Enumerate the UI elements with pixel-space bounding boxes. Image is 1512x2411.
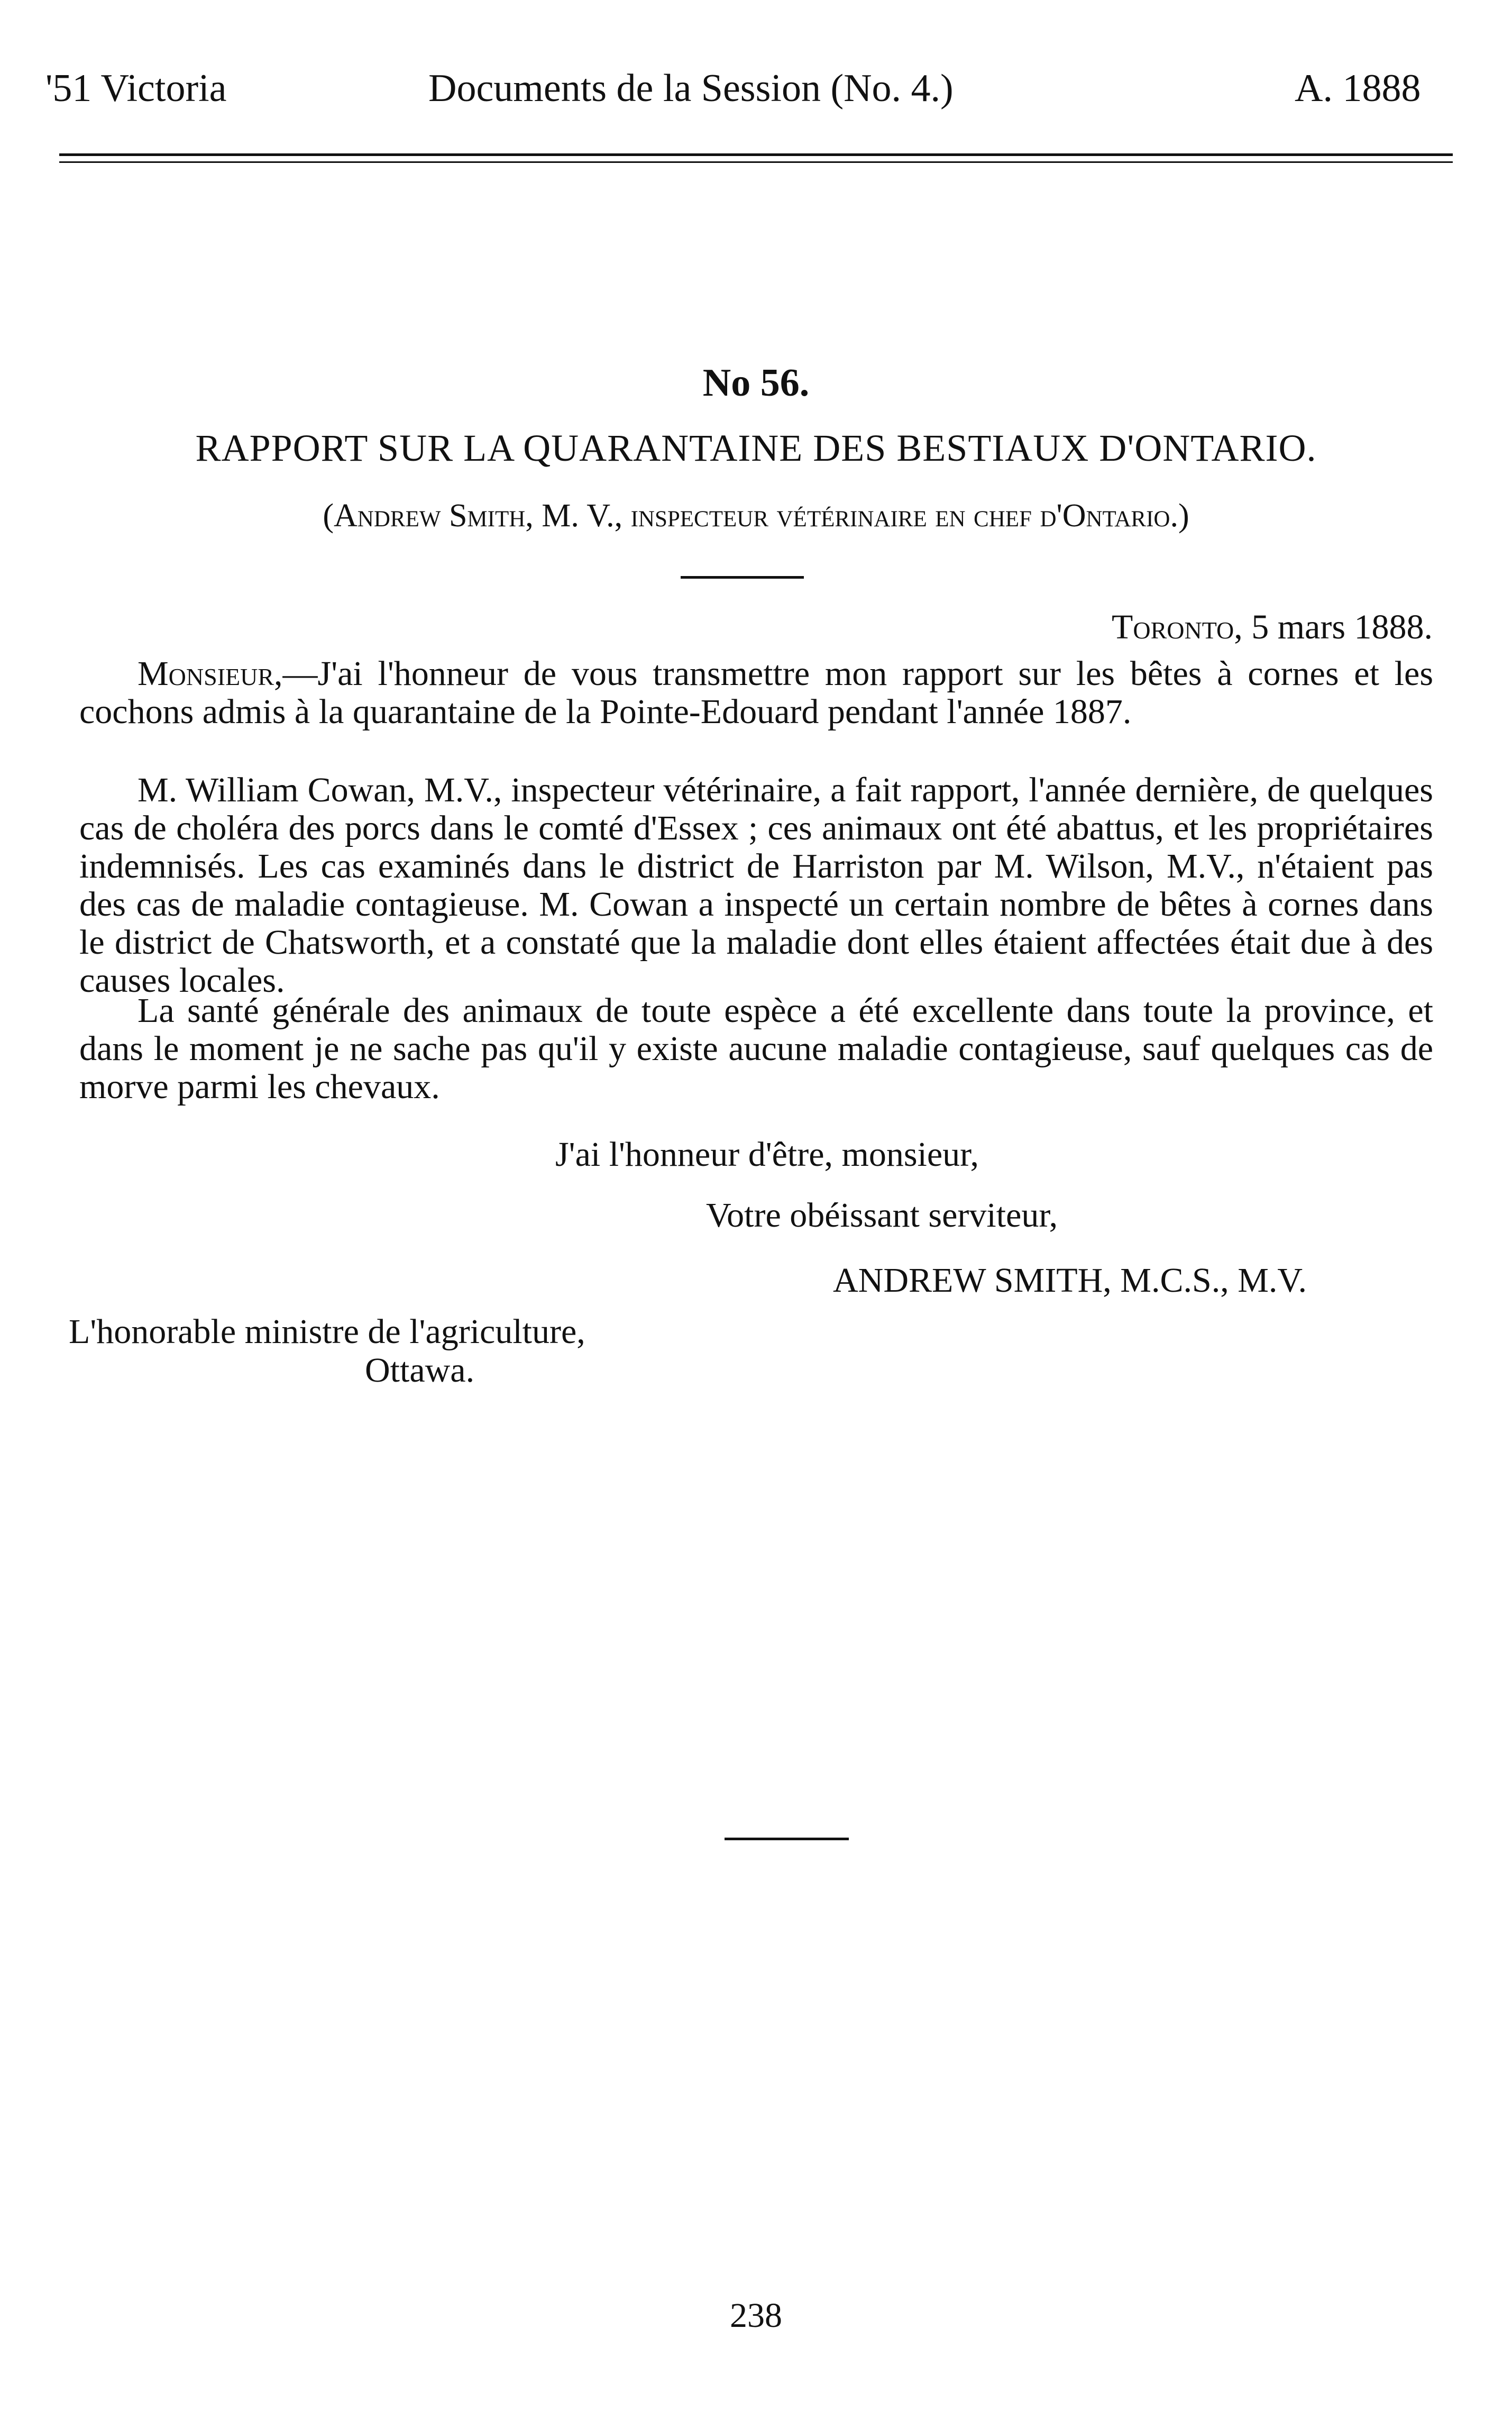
document-subtitle: (Andrew Smith, M. V., inspecteur vétérinaire en chef d'Ontario.) bbox=[323, 498, 1189, 534]
paragraph-2: M. William Cowan, M.V., inspecteur vétérinaire, a fait rapport, l'année dernière, de quelques cas de choléra des porcs dans le comté d'Essex ; ces animaux ont été abattus, et les propriétaires indemnisés. Les cas examinés dans le district de Harriston par M. Wilson, M.V., n'étaient pas des cas de maladie contagieuse. M. Cowan a inspecté un certain nombre de bêtes à cornes dans le district de Chatsworth, et a constaté que la maladie dont elles étaient affectées était due à des causes locales. bbox=[79, 771, 1433, 1000]
addressee-line-1: L'honorable ministre de l'agriculture, bbox=[69, 1312, 585, 1351]
page-number: 238 bbox=[730, 2296, 782, 2335]
dateline bbox=[1112, 607, 1433, 647]
header-center-session: Documents de la Session (No. 4.) bbox=[428, 67, 954, 110]
header-right-year: A. 1888 bbox=[1295, 67, 1421, 110]
document-title: RAPPORT SUR LA QUARANTAINE DES BESTIAUX D'ONTARIO. bbox=[195, 427, 1317, 469]
addressee-line-2: Ottawa. bbox=[365, 1351, 475, 1390]
dateline-date: 5 mars 1888. bbox=[1251, 608, 1433, 646]
header-rule-thin bbox=[59, 161, 1453, 163]
header-rule-thick bbox=[59, 153, 1453, 156]
title-divider bbox=[681, 576, 804, 579]
dateline-place: Toronto, bbox=[1112, 608, 1243, 646]
closing-line-1: J'ai l'honneur d'être, monsieur, bbox=[555, 1135, 979, 1174]
paragraph-3: La santé générale des animaux de toute espèce a été excellente dans toute la province, et dans le moment je ne sache pas qu'il y existe aucune maladie contagieuse, sauf quelques cas de morve parmi les chevaux. bbox=[79, 991, 1433, 1106]
paragraph-1-text: —J'ai l'honneur de vous transmettre mon rapport sur les bêtes à cornes et les cochons admis à la quarantaine de la Pointe-Edouard pendant l'année 1887. bbox=[79, 654, 1433, 731]
header-left-volume: '51 Victoria bbox=[45, 67, 227, 110]
paragraph-1 bbox=[79, 655, 1433, 731]
signature: ANDREW SMITH, M.C.S., M.V. bbox=[833, 1261, 1307, 1300]
document-number: No 56. bbox=[702, 361, 810, 405]
closing-line-2: Votre obéissant serviteur, bbox=[706, 1196, 1058, 1235]
end-divider bbox=[725, 1838, 849, 1840]
salutation: Monsieur, bbox=[138, 654, 283, 693]
